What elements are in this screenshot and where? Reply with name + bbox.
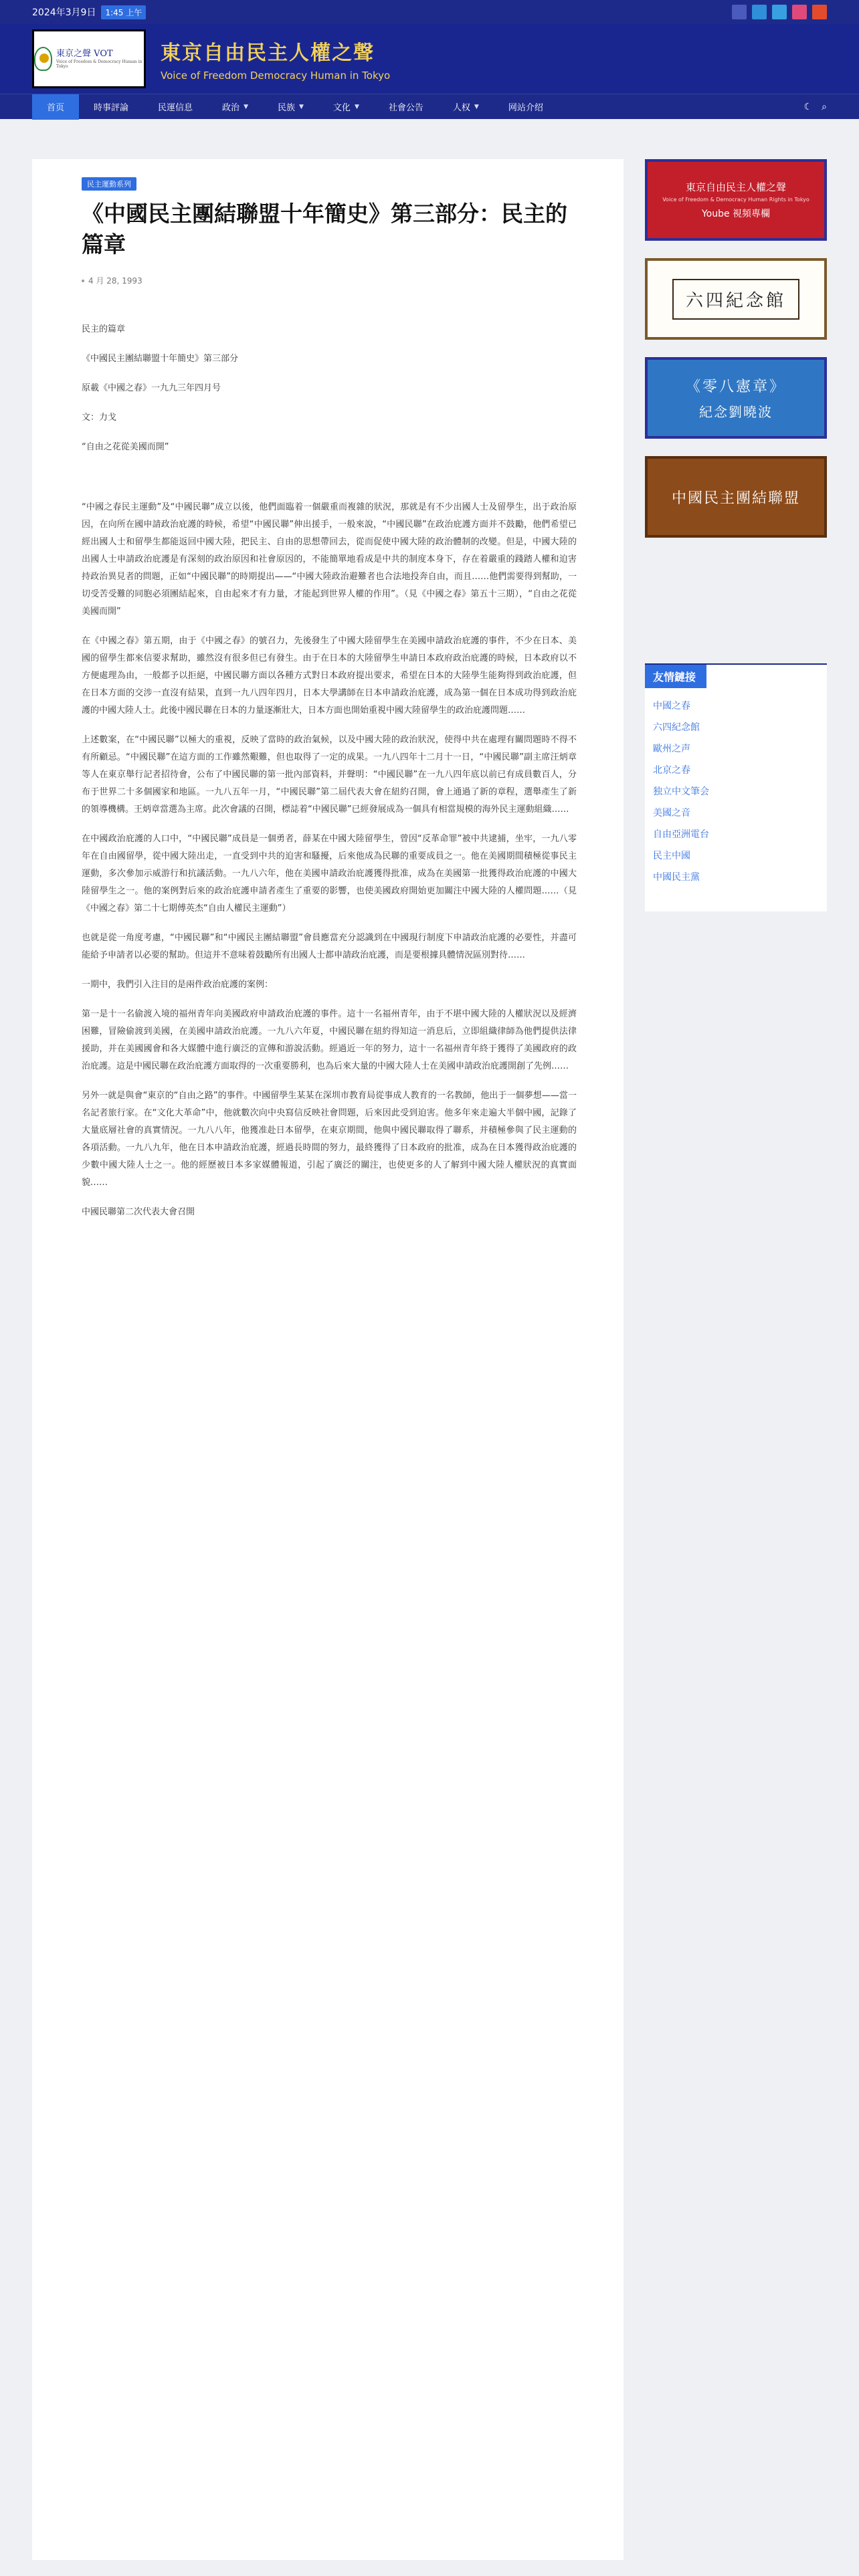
friend-link[interactable]: 六四紀念館 [653, 722, 700, 733]
chevron-down-icon: ▼ [474, 103, 479, 110]
current-time: 1:45 上午 [101, 5, 146, 19]
nav-item-label: 時事評論 [94, 103, 129, 113]
article-paragraph: 中國民聯第二次代表大會召開 [82, 1207, 195, 1218]
nav-item[interactable] [374, 94, 438, 120]
friend-links-list [645, 688, 827, 883]
site-subtitle: Voice of Freedom Democracy Human in Tokyo [161, 70, 391, 82]
article-title: 《中國民主團結聯盟十年簡史》第三部分：民主的篇章 [82, 201, 567, 258]
search-icon[interactable]: ⌕ [822, 101, 827, 112]
friend-links-title: 友情鏈接 [645, 665, 706, 688]
banner-4-title: 中國民主團結聯盟 [671, 490, 800, 507]
logo-en: VOT [94, 49, 113, 60]
paragraph-gap [82, 468, 577, 499]
site-header [0, 24, 859, 94]
nav-item-label: 人权 [452, 103, 470, 113]
social-link-icon[interactable] [792, 5, 807, 19]
nav-item[interactable] [318, 94, 374, 120]
friend-link[interactable]: 北京之春 [653, 765, 690, 776]
cdu-banner[interactable] [645, 456, 827, 538]
banner-1-subtitle: Voice of Freedom & Democracy Human Rights in Tokyo [662, 197, 809, 203]
logo-cn: 東京之聲 [56, 49, 92, 60]
social-links [732, 5, 827, 19]
article-paragraph: 原載《中國之春》一九九三年四月号 [82, 383, 221, 394]
nav-item-label: 首页 [47, 103, 65, 113]
logo-emblem-icon [34, 47, 52, 71]
social-link-icon[interactable] [772, 5, 787, 19]
site-title-block [161, 36, 390, 82]
top-bar [0, 0, 859, 24]
article-paragraph: 《中國民主團結聯盟十年簡史》第三部分 [82, 354, 239, 364]
article-paragraph: 在《中國之春》第五期，由于《中國之春》的號召力，先後發生了中國大陸留學生在美國申請政治庇護的事件，不少在日本、美國的留學生都來信要求幫助，雖然沒有很多但已有發生。由于在日本的大陸留學生申請日本政府政治庇護的時候，日本政府以不方便處理為由，一般都予以拒絕，中國民聯方面以各種方式對日本政府提出要求，希望在日本的大陸學生能夠得到政治庇護，但在日本方面的交涉一直沒有結果，直到一九八四年四月，日本大學講師在日本申請政治庇護，成為第一個在日本成功得到政治庇護的中國大陸人士。此後中國民聯在日本的力量逐漸壯大，日本方面也開始重視中國大陸留學生的政治庇護問題…… [82, 636, 577, 716]
article-body [82, 321, 577, 1221]
nav-item[interactable] [79, 94, 143, 120]
nav-item[interactable] [143, 94, 207, 120]
nav-item-label: 民運信息 [158, 103, 193, 113]
nav-item-label: 网站介绍 [508, 103, 543, 113]
site-logo[interactable] [32, 29, 146, 88]
nav-items [32, 94, 558, 120]
site-title[interactable]: 東京自由民主人權之聲 [161, 41, 375, 65]
sidebar [645, 159, 827, 911]
nav-item[interactable] [32, 94, 79, 120]
june4-memorial-banner[interactable] [645, 258, 827, 340]
meta-dot-icon [82, 280, 84, 282]
friend-link[interactable]: 中國之春 [653, 701, 690, 712]
nav-tools [804, 102, 827, 112]
friend-link[interactable]: 中國民主黨 [653, 872, 700, 883]
banner-3-subtitle: 紀念劉曉波 [699, 404, 773, 420]
banner-3-title: 《零八憲章》 [685, 379, 786, 395]
article-paragraph: “中國之春民主運動”及“中國民聯”成立以後，他們面臨着一個嚴重而複雜的狀況，那就是有不少出國人士及留學生，出于政治原因，在向所在國申請政治庇護的時候，希望“中國民聯”伸出援手，一般來說，“中國民聯”在政治庇護方面并不鼓勵，他們希望已經出國人士和留學生都能返回中國大陸，把民主、自由的思想帶回去，從而促使中國大陸的政治體制的改變。但是，中國大陸的出國人士申請政治庇護是有深刻的政治原因和社會原因的，不能簡單地看成是中共的制度本身下，存在着嚴重的踐踏人權和迫害持政治異見者的問題，正如“中國民聯”的時期提出——“中國大陸政治避難者也合法地投奔自由，而且……他們需要得到幫助，一切受苦受難的同胞必須團結起來，自由起來才有力量，才能起到世界人權的作用”。（見《中國之春》第五十三期），“自由之花從美國而開” [82, 502, 577, 617]
nav-item-label: 社會公告 [388, 103, 423, 113]
nav-item[interactable] [438, 94, 494, 120]
banner-2-title: 六四紀念館 [672, 279, 799, 320]
article-paragraph: 也就是從一角度考慮，“中國民聯”和“中國民主團結聯盟”會員應當充分認識到在中國現行制度下申請政治庇護的必要性，并盡可能給予申請者以必要的幫助。但這并不意味着鼓勵所有出國人士都申請政治庇護，而是要根據具體情況區別對待…… [82, 933, 577, 961]
friend-links [645, 663, 827, 911]
article-container [32, 159, 624, 2560]
banner-1-title: 東京自由民主人權之聲 [685, 181, 786, 193]
logo-text [56, 49, 144, 69]
youtube-banner[interactable] [645, 159, 827, 241]
social-link-icon[interactable] [752, 5, 767, 19]
article-paragraph: 民主的篇章 [82, 324, 126, 335]
category-badge[interactable]: 民主運動系列 [82, 177, 136, 191]
article-paragraph: 另外一就是與會“東京的“自由之路”的事件。中國留學生某某在深圳市教育局從事成人教育的一名教師，他出于一個夢想——當一名記者旅行家。在“文化大革命”中，他就數次向中央寫信反映社會問題，后來因此受到迫害。他多年來走遍大半個中國，記錄了大量底層社會的真實情況。一九八八年，他獲准赴日本留學，在東京期間，他與中國民聯取得了聯系，并積極參與了民主運動的各項活動。一九八九年，他在日本申請政治庇護，經過長時間的努力，最終獲得了日本政府的批准，成為在日本獲得政治庇護的少數中國大陸人士之一。他的經歷被日本多家媒體報道，引起了廣泛的關注，也使更多的人了解到中國大陸人權狀況的真實面貌…… [82, 1091, 577, 1188]
article-paragraph: “自由之花從美國而開” [82, 442, 169, 453]
chevron-down-icon: ▼ [354, 103, 359, 110]
date-area [32, 5, 146, 19]
nav-item-label: 政治 [222, 103, 240, 113]
friend-link[interactable]: 歐州之声 [653, 744, 690, 754]
nav-item[interactable] [494, 94, 558, 120]
friend-link[interactable]: 独立中文筆会 [653, 786, 709, 797]
nav-item-label: 民族 [277, 103, 295, 113]
main-nav [0, 94, 859, 119]
friend-link[interactable]: 民主中國 [653, 851, 690, 861]
nav-item-label: 文化 [332, 103, 351, 113]
article-paragraph: 上述數案，在“中國民聯”以極大的重視，反映了當時的政治氣候，以及中國大陸的政治狀況，使得中共在處理有關問題時不得不有所顧忌。“中國民聯”在這方面的工作雖然艱難，但也取得了一定的成果。一九八四年十二月十一日，“中國民聯”副主席汪炳章等人在東京舉行記者招待會，公布了中國民聯的第一批內部資料，并聲明：“中國民聯”在一九八四年底以前已有成員數百人，分布于世界二十多個國家和地區。一九八五年一月，“中國民聯”第二屆代表大會在紐約召開，會上通過了新的章程，選舉產生了新的領導機構。王炳章當選為主席。此次會議的召開，標誌着“中國民聯”已經發展成為一個具有相當規模的海外民主運動組織…… [82, 735, 577, 815]
logo-small: Voice of Freedom & Democracy Human in Tokyo [56, 59, 142, 69]
friend-link[interactable]: 美國之音 [653, 808, 690, 819]
social-link-icon[interactable] [812, 5, 827, 19]
article-paragraph: 一期中，我們引入注目的是兩件政治庇護的案例： [82, 980, 274, 990]
friend-link[interactable]: 自由亞洲電台 [653, 829, 709, 840]
article-date: 4 月 28, 1993 [88, 276, 142, 286]
chevron-down-icon: ▼ [299, 103, 304, 110]
social-link-icon[interactable] [732, 5, 747, 19]
chevron-down-icon: ▼ [244, 103, 248, 110]
article-paragraph: 在中國政治庇護的人口中，“中國民聯”成員是一個勇者，薛某在中國大陸留學生，曾因“反革命罪”被中共逮捕，坐牢，一九八零年在自由國留學，從中國大陸出走，一直受到中共的迫害和騷擾，后來他成為民聯的重要成員之一。他在美國期間積極從事民主運動，多次參加示威游行和抗議活動。一九八六年，他在美國申請政治庇護獲得批准，成為在美國第一批獲得政治庇護的中國大陸留學生之一。他的案例對后來的政治庇護申請者產生了重要的影響，也使美國政府開始更加關注中國大陸的人權問題……（見《中國之春》第二十七期傅英杰“自由人權民主運動”） [82, 834, 577, 914]
moon-icon[interactable]: ☾ [803, 101, 813, 112]
charter08-banner[interactable] [645, 357, 827, 439]
article-paragraph: 第一是十一名偷渡入境的福州青年向美國政府申請政治庇護的事件。這十一名福州青年，由于不堪中國大陸的人權狀況以及經濟困難，冒險偷渡到美國，在美國申請政治庇護。一九八六年夏，中國民聯在紐約得知這一消息后，立即組織律師為他們提供法律援助，并在美國國會和各大媒體中進行廣泛的宣傳和游說活動。經過近一年的努力，這十一名福州青年終于獲得了美國政府的政治庇護。這是中國民聯在政治庇護方面取得的一次重要勝利，也為后來大量的中國大陸人士在美國申請政治庇護開創了先例…… [82, 1009, 577, 1072]
article-paragraph: 文：力戈 [82, 413, 117, 423]
nav-item[interactable] [263, 94, 318, 120]
banner-1-label: Yoube 視頻專欄 [701, 209, 771, 219]
current-date: 2024年3月9日 [32, 7, 96, 18]
article-meta [82, 275, 577, 286]
nav-item[interactable] [207, 94, 263, 120]
